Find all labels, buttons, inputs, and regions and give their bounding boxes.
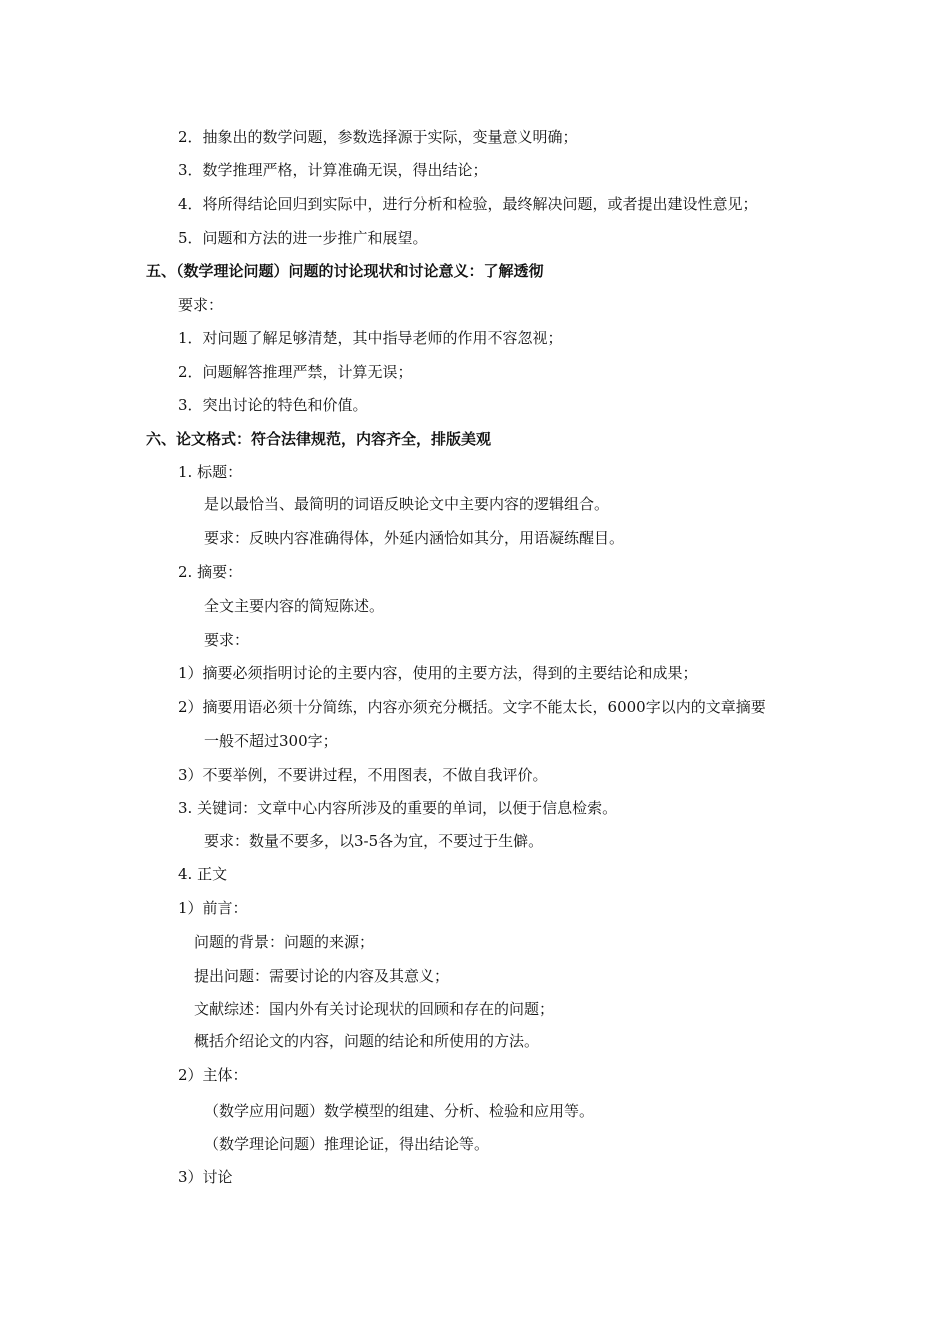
paragraph: （数学理论问题）推理论证，得出结论等。 bbox=[204, 1135, 490, 1153]
list-item: 3）不要举例，不要讲过程，不用图表，不做自我评价。 bbox=[178, 766, 548, 784]
list-item: 3．突出讨论的特色和价值。 bbox=[178, 396, 368, 414]
list-item: 一般不超过300字； bbox=[204, 732, 338, 750]
section-heading: 五、（数学理论问题）问题的讨论现状和讨论意义：了解透彻 bbox=[146, 262, 544, 280]
requirement-label: 要求： bbox=[204, 631, 250, 649]
paragraph: 全文主要内容的简短陈述。 bbox=[204, 597, 385, 615]
paragraph: 概括介绍论文的内容，问题的结论和所使用的方法。 bbox=[194, 1032, 540, 1050]
list-item: 2）主体： bbox=[178, 1066, 248, 1084]
paragraph: 要求：反映内容准确得体，外延内涵恰如其分，用语凝练醒目。 bbox=[204, 529, 625, 547]
subsection-label: 3. 关键词：文章中心内容所涉及的重要的单词，以便于信息检索。 bbox=[178, 799, 618, 817]
list-item: 2．问题解答推理严禁，计算无误； bbox=[178, 363, 413, 381]
subsection-label: 1. 标题： bbox=[178, 463, 243, 481]
list-item: 1）摘要必须指明讨论的主要内容，使用的主要方法，得到的主要结论和成果； bbox=[178, 664, 698, 682]
subsection-label: 4. 正文 bbox=[178, 865, 228, 883]
list-item: 3）讨论 bbox=[178, 1168, 233, 1186]
paragraph: 问题的背景：问题的来源； bbox=[194, 933, 375, 951]
paragraph: 文献综述：国内外有关讨论现状的回顾和存在的问题； bbox=[194, 1000, 555, 1018]
list-item: 2．抽象出的数学问题，参数选择源于实际，变量意义明确； bbox=[178, 128, 578, 146]
paragraph: 要求：数量不要多，以3-5各为宜，不要过于生僻。 bbox=[204, 832, 544, 850]
list-item: 3．数学推理严格，计算准确无误，得出结论； bbox=[178, 161, 488, 179]
paragraph: 是以最恰当、最简明的词语反映论文中主要内容的逻辑组合。 bbox=[204, 495, 610, 513]
list-item: 4．将所得结论回归到实际中，进行分析和检验，最终解决问题，或者提出建设性意见； bbox=[178, 195, 758, 213]
list-item: 1）前言： bbox=[178, 899, 248, 917]
list-item: 2）摘要用语必须十分简练，内容亦须充分概括。文字不能太长，6000字以内的文章摘要 bbox=[178, 698, 766, 716]
paragraph: （数学应用问题）数学模型的组建、分析、检验和应用等。 bbox=[204, 1102, 595, 1120]
section-heading: 六、论文格式：符合法律规范，内容齐全，排版美观 bbox=[146, 430, 492, 448]
subsection-label: 2. 摘要： bbox=[178, 563, 243, 581]
list-item: 1．对问题了解足够清楚，其中指导老师的作用不容忽视； bbox=[178, 329, 563, 347]
list-item: 5．问题和方法的进一步推广和展望。 bbox=[178, 229, 428, 247]
requirement-label: 要求： bbox=[178, 296, 224, 314]
paragraph: 提出问题：需要讨论的内容及其意义； bbox=[194, 967, 450, 985]
